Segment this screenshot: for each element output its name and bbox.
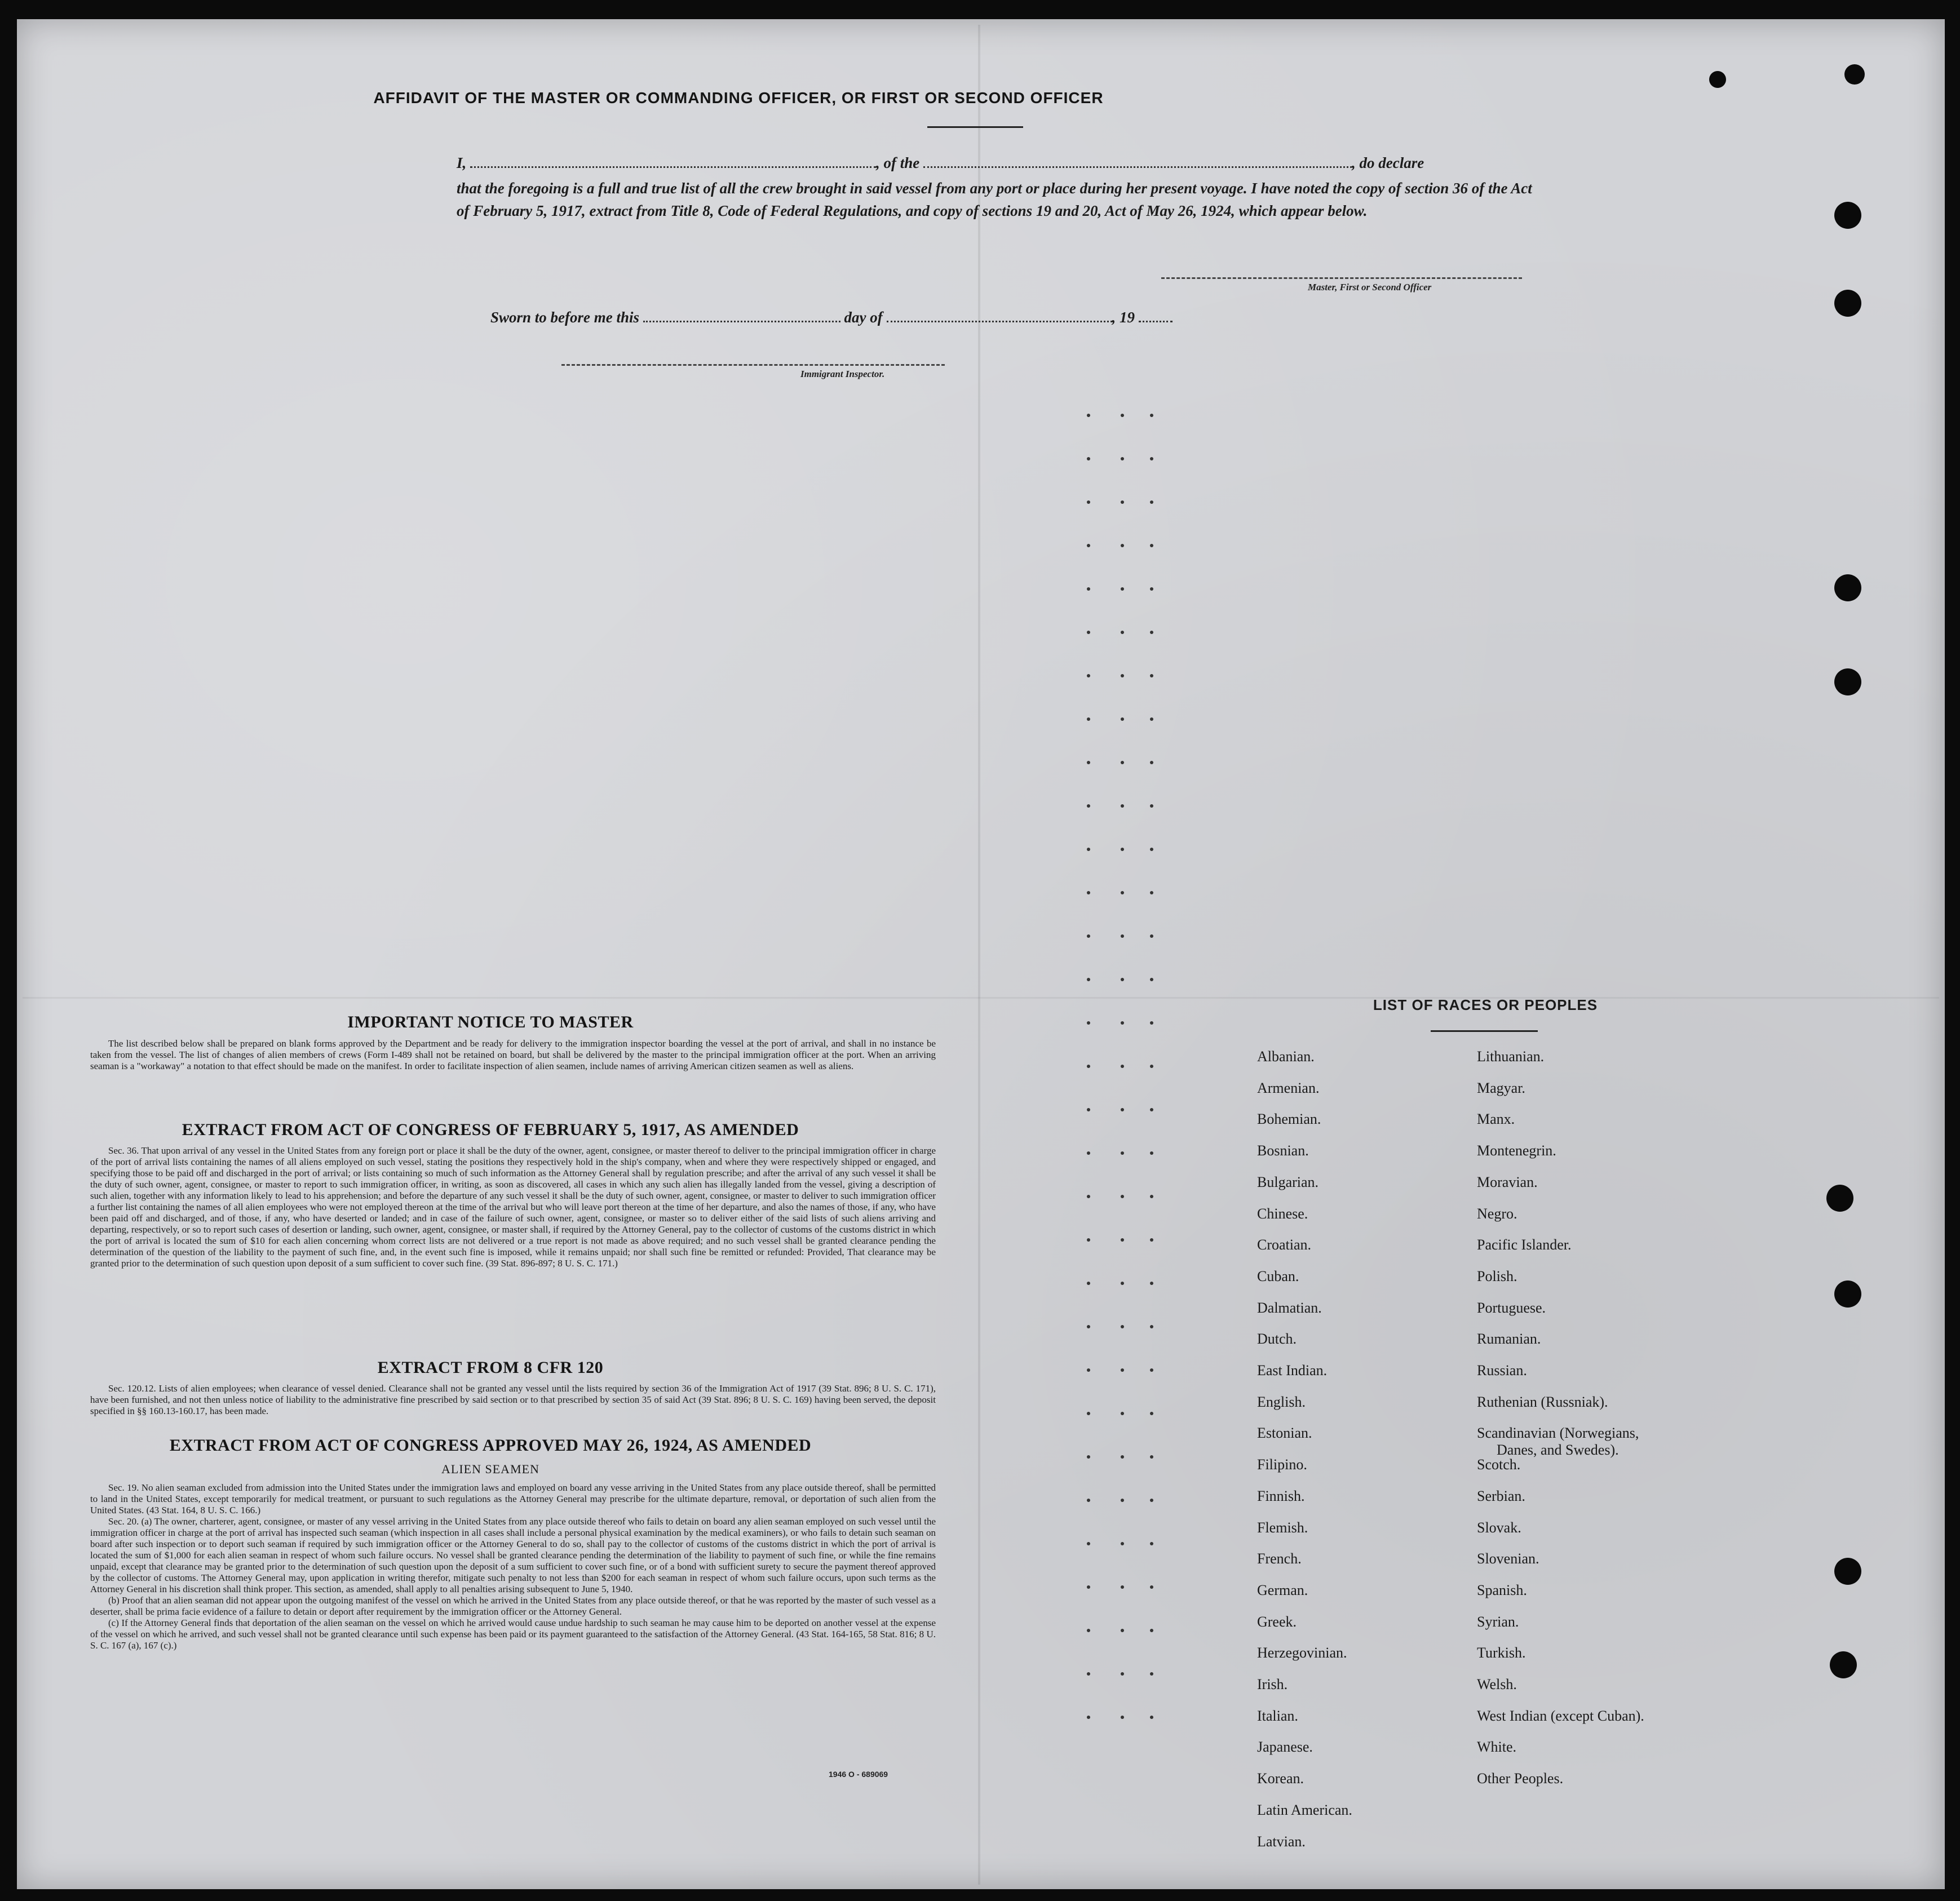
bleed-dot — [1121, 804, 1124, 808]
bleed-dot — [1121, 934, 1124, 938]
bleed-dot — [1121, 1629, 1124, 1632]
punch-hole — [1844, 64, 1865, 85]
bleed-dot — [1150, 1021, 1153, 1025]
bleed-dot — [1150, 587, 1153, 591]
race-item: Latvian. — [1257, 1833, 1306, 1850]
bleed-dot — [1087, 978, 1090, 981]
sworn-line — [490, 309, 1173, 326]
race-item: Bulgarian. — [1257, 1173, 1319, 1190]
race-item: Polish. — [1477, 1268, 1517, 1284]
bleed-dot — [1121, 1065, 1124, 1068]
race-item: Armenian. — [1257, 1079, 1320, 1096]
bleed-dot — [1087, 544, 1090, 547]
bleed-dot — [1121, 1195, 1124, 1198]
bleed-dot — [1121, 1499, 1124, 1502]
bleed-dot — [1121, 1325, 1124, 1328]
bleed-dot — [1087, 1021, 1090, 1025]
bleed-dot — [1087, 761, 1090, 764]
bleed-dot — [1121, 761, 1124, 764]
bleed-dot — [1150, 1716, 1153, 1719]
race-item: Filipino. — [1257, 1456, 1307, 1473]
bleed-dot — [1087, 804, 1090, 808]
declaration-text: that the foregoing is a full and true list of all the crew brought in said vessel from any port or place during her present voyage. I have noted the copy of section 36 of the Act of February 5, 1917, extract from Title 8, Code of Federal Regulations, and copy of sections 19 and 20, Act of May 26, 1924, which appear below. — [457, 180, 1532, 219]
notice-text — [90, 1038, 936, 1123]
extract-1924-p4: (c) If the Attorney General finds that deportation of the alien seaman on the vessel on which he arrived would cause undue hardship to such seaman he may cause him to be deported on another vessel at the expense of the vessel on which he arrived, and such vessel shall not be granted clearance until such expense has been paid or its payment guaranteed to the satisfaction of the Attorney General. (43 Stat. 164-165, 58 Stat. 816; 8 U. S. C. 167 (a), 167 (c).) — [90, 1618, 936, 1651]
races-title: LIST OF RACES OR PEOPLES — [1373, 996, 1598, 1013]
bleed-dot — [1121, 587, 1124, 591]
race-item: Scandinavian (Norwegians, — [1477, 1425, 1639, 1442]
inspector-caption: Immigrant Inspector. — [800, 369, 885, 379]
race-item: Spanish. — [1477, 1581, 1527, 1598]
race-item: West Indian (except Cuban). — [1477, 1707, 1644, 1724]
extract-1917-title: EXTRACT FROM ACT OF CONGRESS OF FEBRUARY 5, 1917, AS AMENDED — [182, 1120, 799, 1139]
declaration-line — [457, 154, 1424, 172]
bleed-dot — [1121, 1585, 1124, 1589]
alien-seamen-subtitle: ALIEN SEAMEN — [441, 1462, 539, 1476]
print-code: 1946 O - 689069 — [829, 1770, 888, 1779]
punch-hole — [1709, 71, 1726, 88]
race-item: French. — [1257, 1550, 1302, 1567]
bleed-dot — [1150, 1672, 1153, 1676]
bleed-dot — [1087, 1238, 1090, 1242]
bleed-dot — [1150, 717, 1153, 721]
bleed-dot — [1087, 631, 1090, 634]
bleed-dot — [1150, 1585, 1153, 1589]
race-item: Danes, and Swedes). — [1497, 1442, 1619, 1459]
race-item: Pacific Islander. — [1477, 1237, 1572, 1253]
vessel-blank[interactable] — [923, 166, 1352, 168]
bleed-dot — [1150, 1065, 1153, 1068]
title-underline — [927, 126, 1023, 128]
bleed-dot — [1150, 1151, 1153, 1155]
race-item: English. — [1257, 1393, 1306, 1410]
bleed-dot — [1150, 1238, 1153, 1242]
bleed-dot — [1087, 1672, 1090, 1676]
race-item: Turkish. — [1477, 1645, 1526, 1661]
bleed-dot — [1150, 891, 1153, 894]
bleed-dot — [1121, 891, 1124, 894]
extract-cfr-text — [90, 1383, 936, 1434]
race-item: Portuguese. — [1477, 1299, 1546, 1316]
horizontal-fold — [23, 997, 1939, 999]
bleed-dot — [1121, 848, 1124, 851]
race-item: Syrian. — [1477, 1613, 1519, 1630]
bleed-dot — [1150, 804, 1153, 808]
punch-hole — [1834, 574, 1861, 601]
bleed-dot — [1087, 1455, 1090, 1459]
bleed-dot — [1121, 717, 1124, 721]
bleed-dot — [1150, 457, 1153, 460]
bleed-dot — [1150, 978, 1153, 981]
punch-hole — [1826, 1185, 1853, 1212]
bleed-dot — [1121, 1108, 1124, 1111]
race-item: Lithuanian. — [1477, 1048, 1545, 1065]
declare-of: , of the — [876, 154, 920, 171]
bleed-dot — [1087, 1151, 1090, 1155]
bleed-dot — [1150, 544, 1153, 547]
races-underline — [1431, 1030, 1538, 1032]
race-item: Finnish. — [1257, 1487, 1305, 1504]
bleed-dot — [1150, 674, 1153, 677]
race-item: Bosnian. — [1257, 1142, 1309, 1159]
race-item: Moravian. — [1477, 1173, 1538, 1190]
bleed-dot — [1121, 1368, 1124, 1372]
bleed-dot — [1087, 1412, 1090, 1415]
race-item: Serbian. — [1477, 1487, 1525, 1504]
sworn-day-blank[interactable] — [643, 321, 840, 322]
extract-1924-title: EXTRACT FROM ACT OF CONGRESS APPROVED MAY 26, 1924, AS AMENDED — [169, 1436, 812, 1455]
bleed-dot — [1087, 587, 1090, 591]
bleed-dot — [1087, 1542, 1090, 1545]
race-item: Other Peoples. — [1477, 1770, 1564, 1787]
declare-end: , do declare — [1352, 154, 1424, 171]
bleed-dot — [1121, 978, 1124, 981]
extract-1924-text — [90, 1482, 936, 1764]
race-item: Albanian. — [1257, 1048, 1315, 1065]
extract-cfr-paragraph: Sec. 120.12. Lists of alien employees; when clearance of vessel denied. Clearance shall not be granted any vessel until the lists required by section 36 of the Immigration Act of 1917 (39 Stat. 896; 8 U. S. C. 171), have been furnished, and not then unless notice of liability to the administrative fine prescribed by said section or to that prescribed by section 35 of said Act (39 Stat. 896; 8 U. S. C. 169) having been served, the deposit specified in §§ 160.13-160.17, has been made. — [90, 1383, 936, 1416]
race-item: Italian. — [1257, 1707, 1298, 1724]
notice-title: IMPORTANT NOTICE TO MASTER — [347, 1013, 634, 1031]
bleed-dot — [1121, 631, 1124, 634]
bleed-dot — [1121, 1412, 1124, 1415]
bleed-dot — [1121, 1542, 1124, 1545]
bleed-dot — [1087, 1282, 1090, 1285]
notice-paragraph: The list described below shall be prepared on blank forms approved by the Department and be ready for delivery to the immigration inspector boarding the vessel at the port of arrival, and shall in no instance be taken from the vessel. The list of changes of alien members of crews (Form I-489 shall not be retained on board, but shall be delivered by the master to the principal immigration officer at the port. When an arriving seaman is a "workaway" a notation to that effect should be made on the manifest. In order to facilitate inspection of alien seamen, include names of arriving American citizen seamen as well as aliens. — [90, 1038, 936, 1071]
bleed-dot — [1150, 1629, 1153, 1632]
extract-cfr-title: EXTRACT FROM 8 CFR 120 — [377, 1358, 604, 1377]
document-sheet — [17, 19, 1945, 1889]
bleed-dot — [1121, 1716, 1124, 1719]
bleed-dot — [1121, 414, 1124, 417]
bleed-dot — [1087, 1195, 1090, 1198]
race-item: Montenegrin. — [1477, 1142, 1556, 1159]
bleed-dot — [1087, 414, 1090, 417]
race-item: Welsh. — [1477, 1676, 1517, 1692]
sworn-month-blank[interactable] — [887, 321, 1112, 322]
bleed-dot — [1121, 500, 1124, 504]
extract-1924-p3: (b) Proof that an alien seaman did not appear upon the outgoing manifest of the vessel on which he arrived in the United States from any place outside thereof, or that he was reported by the master of such vessel as a deserter, shall be prima facie evidence of a failure to detain or deport after requirement by the immigration officer or the Attorney General. — [90, 1595, 936, 1617]
bleed-dot — [1150, 761, 1153, 764]
extract-1917-paragraph: Sec. 36. That upon arrival of any vessel in the United States from any foreign port or place it shall be the duty of the owner, agent, consignee, or master thereof to deliver to the principal immigration officer in charge of the port of arrival lists containing the names of all aliens employed on such vessel, stating the positions they respectively hold in the ship's company, when and where they were respectively shipped or engaged, and specifying those to be paid off and discharged in the port of arrival; or lists containing so much of such information as the Attorney General shall by regulation prescribe; and after the arrival of any such vessel it shall be the duty of such owner, agent, consignee, or master to report to such immigration officer, in writing, as soon as discovered, all cases in which any such alien has illegally landed from the vessel, giving a description of such alien, together with any information likely to lead to his apprehension; and before the departure of any such vessel it shall be the duty of such owner, agent, consignee, or master to deliver to such immigration officer a further list containing the names of all alien employees who were not employed thereon at the time of the arrival but who will leave port thereon at the time of her departure, and also the names of those, if any, who have been paid off and discharged, and of those, if any, who have deserted or landed; and in case of the failure of such owner, agent, consignee, or master so to deliver either of the said lists of such aliens arriving and departing, respectively, or so to report such cases of desertion or landing, such owner, agent, consignee, or master shall, if required by the Attorney General, pay to the collector of customs of the customs district in which the port of arrival is located the sum of $10 for each alien concerning whom correct lists are not delivered or a true report is not made as above required; and no such vessel shall be granted clearance pending the determination of the question of the liability to the payment of such fine, and, in the event such fine is imposed, while it remains unpaid; nor shall such fine be remitted or refunded: Provided, That clearance may be granted prior to the determination of such question upon deposit of a sum sufficient to cover such fine. (39 Stat. 896-897; 8 U. S. C. 171.) — [90, 1145, 936, 1269]
declare-i: I, — [457, 154, 467, 171]
bleed-dot — [1121, 457, 1124, 460]
extract-1917-text — [90, 1145, 936, 1348]
bleed-dot — [1121, 544, 1124, 547]
bleed-dot — [1087, 1629, 1090, 1632]
race-item: White. — [1477, 1739, 1517, 1756]
punch-hole — [1830, 1651, 1857, 1678]
bleed-dot — [1087, 848, 1090, 851]
race-item: Chinese. — [1257, 1205, 1308, 1222]
race-item: Greek. — [1257, 1613, 1297, 1630]
punch-hole — [1834, 1280, 1861, 1308]
bleed-dot — [1121, 1151, 1124, 1155]
name-blank[interactable] — [470, 166, 876, 168]
bleed-dot — [1087, 1108, 1090, 1111]
affidavit-title: AFFIDAVIT OF THE MASTER OR COMMANDING OFFICER, OR FIRST OR SECOND OFFICER — [373, 89, 1104, 107]
race-item: Russian. — [1477, 1362, 1527, 1379]
race-item: Croatian. — [1257, 1237, 1312, 1253]
race-item: German. — [1257, 1581, 1308, 1598]
race-item: Dutch. — [1257, 1331, 1297, 1348]
race-item: Slovenian. — [1477, 1550, 1539, 1567]
race-item: Herzegovinian. — [1257, 1645, 1347, 1661]
race-item: Magyar. — [1477, 1079, 1525, 1096]
bleed-dot — [1121, 1238, 1124, 1242]
race-item: Latin American. — [1257, 1801, 1352, 1818]
race-item: Irish. — [1257, 1676, 1288, 1692]
bleed-dot — [1121, 1021, 1124, 1025]
race-item: Cuban. — [1257, 1268, 1299, 1284]
bleed-dot — [1121, 1672, 1124, 1676]
master-signature-line[interactable] — [1161, 277, 1522, 279]
bleed-dot — [1150, 414, 1153, 417]
extract-1924-p1: Sec. 19. No alien seaman excluded from admission into the United States under the immigration laws and employed on board any vesse arriving in the United States from any place outside thereof, shall be permitted to land in the United States, except temporarily for medical treatment, or pursuant to such regulations as the Attorney General may prescribe for the ultimate departure, removal, or deportation of such alien from the United States. (43 Stat. 164, 8 U. S. C. 166.) — [90, 1482, 936, 1516]
bleed-dot — [1087, 1585, 1090, 1589]
sworn-year-blank[interactable] — [1139, 321, 1173, 322]
bleed-dot — [1087, 1368, 1090, 1372]
punch-hole — [1834, 202, 1861, 229]
race-item: Ruthenian (Russniak). — [1477, 1393, 1608, 1410]
race-item: Negro. — [1477, 1205, 1517, 1222]
bleed-dot — [1087, 674, 1090, 677]
bleed-dot — [1121, 1282, 1124, 1285]
bleed-dot — [1150, 1325, 1153, 1328]
race-item: Slovak. — [1477, 1519, 1521, 1536]
bleed-dot — [1087, 1065, 1090, 1068]
bleed-dot — [1150, 500, 1153, 504]
bleed-dot — [1087, 1325, 1090, 1328]
bleed-dot — [1087, 1499, 1090, 1502]
master-caption: Master, First or Second Officer — [1308, 282, 1432, 293]
bleed-dot — [1087, 717, 1090, 721]
bleed-dot — [1150, 1282, 1153, 1285]
race-item: Scotch. — [1477, 1456, 1521, 1473]
vertical-fold — [978, 25, 980, 1885]
bleed-dot — [1087, 934, 1090, 938]
bleed-dot — [1150, 1455, 1153, 1459]
bleed-dot — [1087, 500, 1090, 504]
race-item: Korean. — [1257, 1770, 1304, 1787]
bleed-dot — [1087, 1716, 1090, 1719]
race-item: Manx. — [1477, 1111, 1515, 1128]
bleed-dot — [1150, 1412, 1153, 1415]
bleed-dot — [1150, 934, 1153, 938]
bleed-dot — [1150, 848, 1153, 851]
punch-hole — [1834, 1558, 1861, 1585]
bleed-dot — [1150, 631, 1153, 634]
inspector-signature-line[interactable] — [561, 364, 945, 366]
bleed-dot — [1087, 891, 1090, 894]
extract-1924-p2: Sec. 20. (a) The owner, charterer, agent, consignee, or master of any vessel arriving in the United States from any place outside thereof who fails to detain on board any alien seaman employed on such vessel until the immigration officer in charge at the port of arrival has inspected such seaman (which inspection in all cases shall include a personal physical examination by the medical examiners), or who fails to detain such seaman on board after such inspection or to deport such seaman if required by such immigration officer or the Attorney General to do so, shall pay to the collector of customs of the customs district in which the port of arrival is located the sum of $1,000 for each alien seaman in respect of whom such failure occurs. No vessel shall be granted clearance pending the determination of the liability to payment of such fine, or while the fine remains unpaid, except that clearance may be granted prior to the determination of such question upon the deposit of a sum sufficient to cover such fine, or of a bond with sufficient surety to secure the payment thereof approved by the collector of customs. The Attorney General may, upon application in writing therefor, mitigate such penalty to not less than $200 for each seaman in respect of whom such failure occurs, upon such terms as the Attorney General in his discretion shall think proper. This section, as amended, shall apply to all penalties arising subsequent to June 5, 1940. — [90, 1516, 936, 1594]
year-text: , 19 — [1112, 309, 1135, 326]
bleed-dot — [1150, 1195, 1153, 1198]
bleed-dot — [1121, 674, 1124, 677]
race-item: Bohemian. — [1257, 1111, 1321, 1128]
bleed-dot — [1087, 457, 1090, 460]
punch-hole — [1834, 290, 1861, 317]
race-item: Estonian. — [1257, 1425, 1312, 1442]
bleed-dot — [1150, 1108, 1153, 1111]
bleed-dot — [1150, 1368, 1153, 1372]
bleed-dot — [1150, 1542, 1153, 1545]
bleed-dot — [1150, 1499, 1153, 1502]
sworn-text: Sworn to before me this — [490, 309, 640, 326]
bleed-dot — [1121, 1455, 1124, 1459]
race-item: East Indian. — [1257, 1362, 1328, 1379]
race-item: Rumanian. — [1477, 1331, 1541, 1348]
day-of-text: day of — [844, 309, 883, 326]
punch-hole — [1834, 668, 1861, 695]
race-item: Japanese. — [1257, 1739, 1313, 1756]
race-item: Dalmatian. — [1257, 1299, 1322, 1316]
race-item: Flemish. — [1257, 1519, 1308, 1536]
